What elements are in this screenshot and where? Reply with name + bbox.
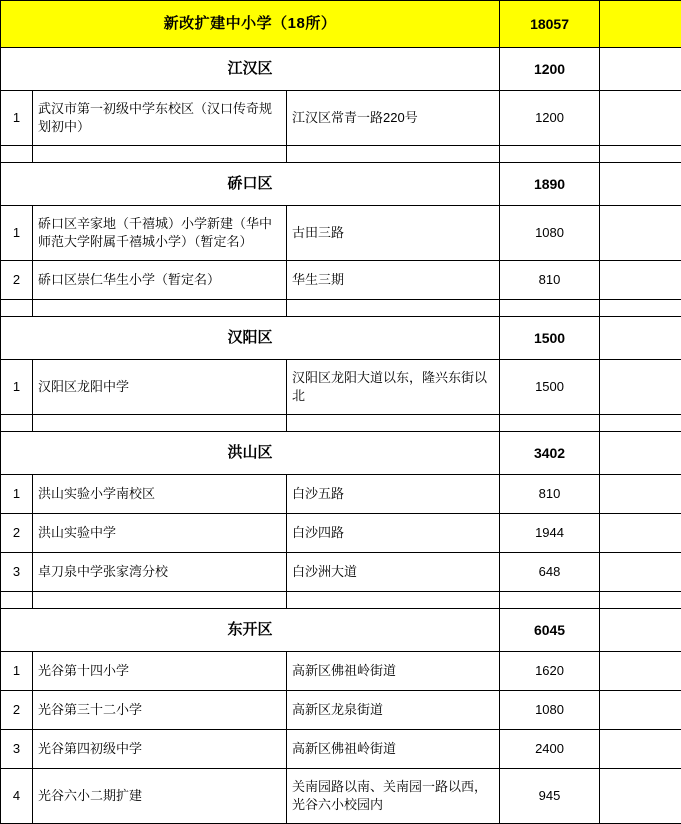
school-name: 光谷第四初级中学 [33, 730, 287, 769]
district-row [1, 432, 681, 475]
school-capacity: 1620 [500, 652, 600, 691]
district-name: 东开区 [1, 609, 500, 652]
row-tail [600, 206, 681, 261]
row-tail [600, 475, 681, 514]
district-total: 1200 [500, 48, 600, 91]
district-name: 汉阳区 [1, 317, 500, 360]
table-row [1, 360, 681, 415]
district-row [1, 317, 681, 360]
spacer-cell [500, 146, 600, 163]
school-location: 高新区佛祖岭街道 [287, 730, 500, 769]
district-row-tail [600, 163, 681, 206]
school-capacity: 2400 [500, 730, 600, 769]
table-row [1, 553, 681, 592]
school-location: 高新区佛祖岭街道 [287, 652, 500, 691]
school-location: 高新区龙泉街道 [287, 691, 500, 730]
district-total: 6045 [500, 609, 600, 652]
school-location: 白沙洲大道 [287, 553, 500, 592]
row-tail [600, 261, 681, 300]
school-capacity: 1080 [500, 206, 600, 261]
district-row [1, 609, 681, 652]
school-location: 古田三路 [287, 206, 500, 261]
school-name: 光谷第十四小学 [33, 652, 287, 691]
title-total: 18057 [500, 1, 600, 48]
section-spacer [1, 415, 681, 432]
spacer-cell [33, 415, 287, 432]
row-tail [600, 553, 681, 592]
spacer-cell [33, 146, 287, 163]
spacer-cell [287, 146, 500, 163]
district-row-tail [600, 317, 681, 360]
district-row [1, 163, 681, 206]
spacer-cell [500, 592, 600, 609]
row-index: 4 [1, 769, 33, 824]
school-name: 洪山实验小学南校区 [33, 475, 287, 514]
row-tail [600, 360, 681, 415]
district-name: 洪山区 [1, 432, 500, 475]
row-index: 1 [1, 206, 33, 261]
spacer-cell [600, 415, 681, 432]
district-row-tail [600, 48, 681, 91]
school-name: 硚口区辛家地（千禧城）小学新建（华中师范大学附属千禧城小学）（暂定名） [33, 206, 287, 261]
title-row [1, 1, 681, 48]
school-name: 武汉市第一初级中学东校区（汉口传奇规划初中） [33, 91, 287, 146]
school-location: 华生三期 [287, 261, 500, 300]
row-index: 1 [1, 360, 33, 415]
spacer-cell [1, 300, 33, 317]
row-index: 1 [1, 475, 33, 514]
school-location: 关南园路以南、关南园一路以西，光谷六小校园内 [287, 769, 500, 824]
row-tail [600, 91, 681, 146]
district-row-tail [600, 609, 681, 652]
spacer-cell [500, 300, 600, 317]
table-row [1, 91, 681, 146]
school-location: 白沙四路 [287, 514, 500, 553]
spacer-cell [600, 146, 681, 163]
spacer-cell [33, 300, 287, 317]
page-title: 新改扩建中小学（18所） [1, 1, 500, 48]
row-index: 3 [1, 730, 33, 769]
section-spacer [1, 592, 681, 609]
row-index: 1 [1, 652, 33, 691]
school-capacity: 1500 [500, 360, 600, 415]
table-body [1, 1, 681, 824]
section-spacer [1, 300, 681, 317]
row-tail [600, 769, 681, 824]
school-location: 江汉区常青一路220号 [287, 91, 500, 146]
row-index: 2 [1, 691, 33, 730]
school-name: 洪山实验中学 [33, 514, 287, 553]
row-index: 1 [1, 91, 33, 146]
school-capacity: 1080 [500, 691, 600, 730]
spacer-cell [287, 300, 500, 317]
row-index: 3 [1, 553, 33, 592]
school-name: 硚口区崇仁华生小学（暂定名） [33, 261, 287, 300]
school-capacity: 810 [500, 475, 600, 514]
table-row [1, 514, 681, 553]
district-name: 硚口区 [1, 163, 500, 206]
school-name: 汉阳区龙阳中学 [33, 360, 287, 415]
table-row [1, 652, 681, 691]
school-location: 汉阳区龙阳大道以东，隆兴东街以北 [287, 360, 500, 415]
spacer-cell [287, 415, 500, 432]
school-name: 光谷六小二期扩建 [33, 769, 287, 824]
spacer-cell [1, 592, 33, 609]
spacer-cell [287, 592, 500, 609]
table-row [1, 206, 681, 261]
spacer-cell [33, 592, 287, 609]
row-index: 2 [1, 261, 33, 300]
district-total: 1890 [500, 163, 600, 206]
spacer-cell [1, 415, 33, 432]
school-capacity: 648 [500, 553, 600, 592]
table-row [1, 769, 681, 824]
district-row [1, 48, 681, 91]
table-row [1, 261, 681, 300]
school-location: 白沙五路 [287, 475, 500, 514]
table-row [1, 691, 681, 730]
row-index: 2 [1, 514, 33, 553]
school-name: 光谷第三十二小学 [33, 691, 287, 730]
spacer-cell [600, 300, 681, 317]
spacer-cell [1, 146, 33, 163]
row-tail [600, 514, 681, 553]
table-row [1, 475, 681, 514]
school-capacity: 1200 [500, 91, 600, 146]
section-spacer [1, 146, 681, 163]
row-tail [600, 691, 681, 730]
district-total: 1500 [500, 317, 600, 360]
school-name: 卓刀泉中学张家湾分校 [33, 553, 287, 592]
spacer-cell [500, 415, 600, 432]
district-row-tail [600, 432, 681, 475]
school-capacity: 945 [500, 769, 600, 824]
district-name: 江汉区 [1, 48, 500, 91]
school-capacity: 810 [500, 261, 600, 300]
title-row-tail [600, 1, 681, 48]
district-total: 3402 [500, 432, 600, 475]
spacer-cell [600, 592, 681, 609]
school-capacity: 1944 [500, 514, 600, 553]
row-tail [600, 652, 681, 691]
